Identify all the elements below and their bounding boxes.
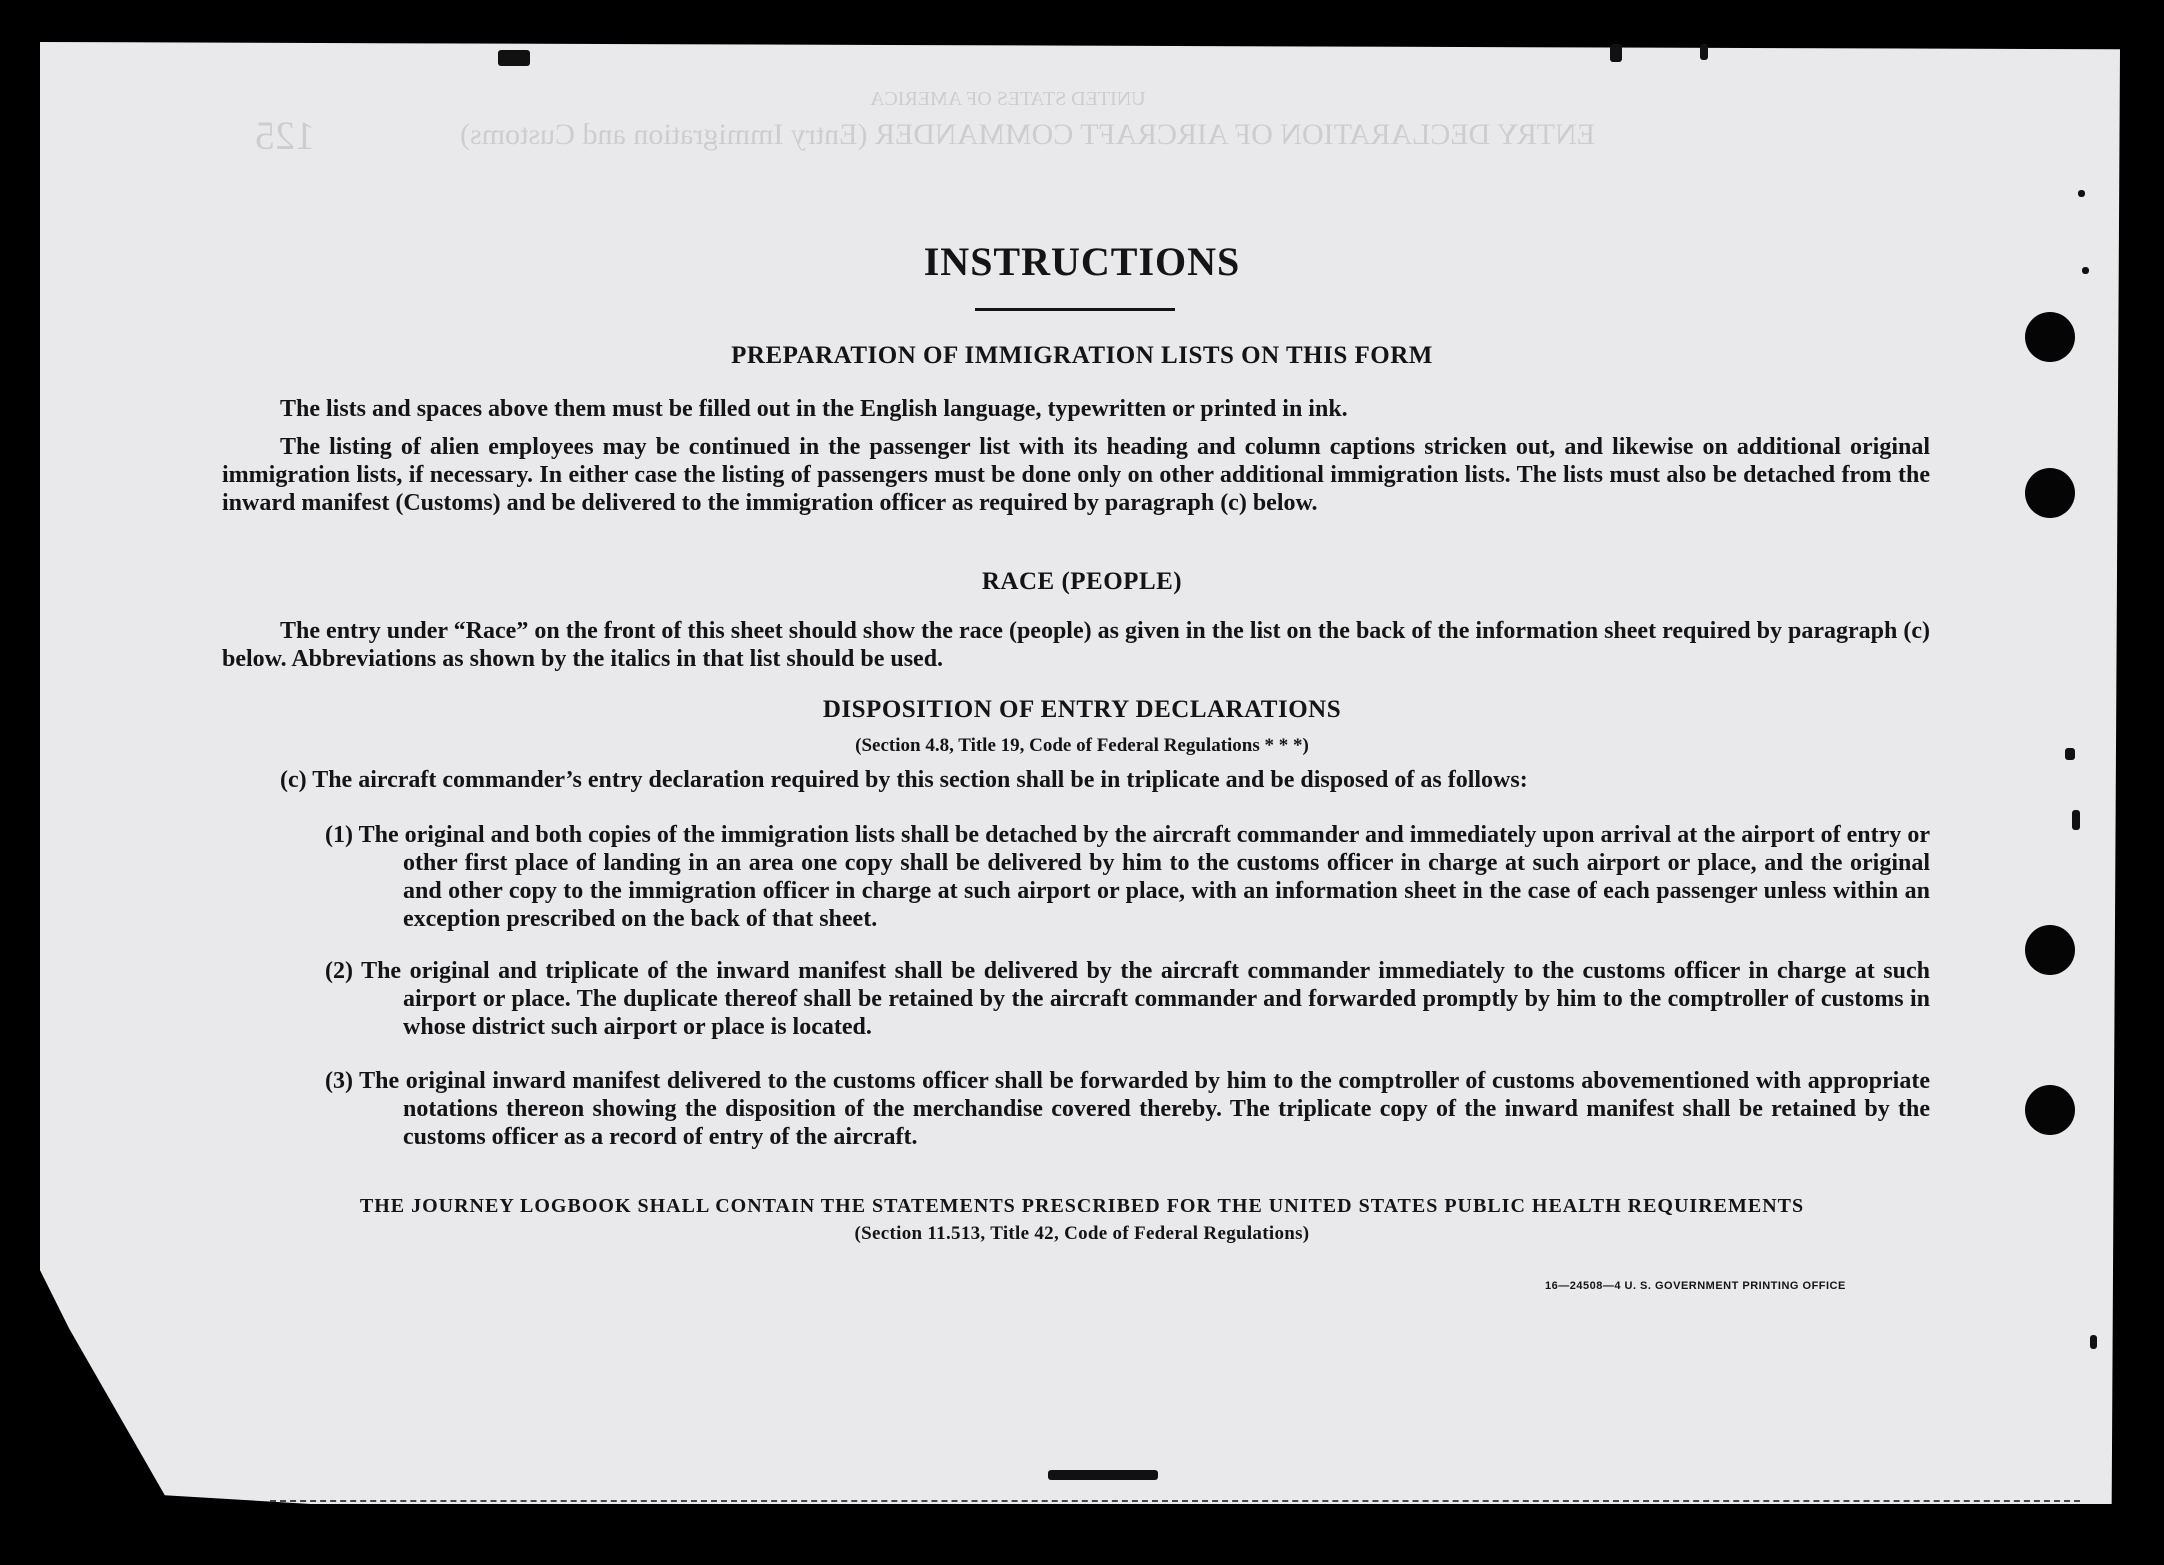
punch-hole — [2025, 925, 2075, 975]
list-item: (2) The original and triplicate of the inward manifest shall be delivered by the aircraft commander immediately to the customs officer in charge at such airport or place. The duplicate thereof shall be retained by the aircraft commander and forwarded promptly by him to the comptroller of customs in whose district such airport or place is located. — [325, 958, 1930, 1040]
printing-office-code: 16—24508—4 U. S. GOVERNMENT PRINTING OFFICE — [1545, 1280, 1846, 1292]
paragraph-c-intro: (c) The aircraft commander’s entry declaration required by this section shall be in triplicate and be disposed of as follows: — [280, 767, 1528, 793]
speck — [498, 50, 530, 66]
speck — [1700, 44, 1708, 60]
paragraph-text: The listing of alien employees may be continued in the passenger list with its heading and column captions stricken out, and likewise on additional original immigration lists, if necessary. In either case the listing of passengers must be done only on other additional immigration lists. The lists must also be detached from the inward manifest (Customs) and be delivered to the immigration officer as required by paragraph (c) below. — [222, 434, 1930, 516]
speck — [2078, 190, 2085, 197]
speck — [2072, 810, 2080, 830]
perforation-line — [270, 1500, 2080, 1502]
list-item: (1) The original and both copies of the immigration lists shall be detached by the aircraft commander and immediately upon arrival at the airport of entry or other first place of landing in an area one copy shall be delivered by him to the customs officer in charge at such airport or place, and the original and other copy to the immigration officer in charge at such airport or place, with an information sheet in the case of each passenger unless within an exception prescribed on the back of that sheet. — [325, 822, 1930, 932]
title-underline — [975, 308, 1175, 311]
punch-hole — [2025, 468, 2075, 518]
speck — [1048, 1470, 1158, 1480]
speck — [2090, 1335, 2097, 1349]
footer-line-1: THE JOURNEY LOGBOOK SHALL CONTAIN THE STATEMENTS PRESCRIBED FOR THE UNITED STATES PUBLIC HEALTH REQUIREMENTS — [359, 1195, 1805, 1217]
paragraph-text: The lists and spaces above them must be filled out in the English language, typewritten or printed in ink. — [280, 396, 1348, 422]
section-heading-disposition: DISPOSITION OF ENTRY DECLARATIONS — [822, 696, 1342, 723]
punch-hole — [2025, 1085, 2075, 1135]
speck — [1610, 44, 1622, 62]
paragraph-text: The entry under “Race” on the front of this sheet should show the race (people) as given in the list on the back of the information sheet required by paragraph (c) below. Abbreviations as shown by the italics in that list should be used. — [222, 618, 1930, 672]
list-item: (3) The original inward manifest delivered to the customs officer shall be forwarded by him to the comptroller of customs abovementioned with appropriate notations thereon showing the disposition of the merchandise covered thereby. The triplicate copy of the inward manifest shall be retained by the customs officer as a record of entry of the aircraft. — [325, 1068, 1930, 1150]
page-title: INSTRUCTIONS — [923, 239, 1241, 284]
footer-line-2: (Section 11.513, Title 42, Code of Federal Regulations) — [854, 1223, 1310, 1244]
bleed-through-number: 125 — [255, 113, 315, 158]
paragraph-race-1 — [222, 617, 1930, 673]
section-subheading-disposition: (Section 4.8, Title 19, Code of Federal Regulations * * *) — [855, 735, 1309, 756]
section-heading-race: RACE (PEOPLE) — [981, 568, 1183, 595]
bleed-through-line1: UNITED STATES OF AMERICA — [870, 88, 1146, 110]
paragraph-preparation-2 — [222, 433, 1930, 517]
section-heading-preparation: PREPARATION OF IMMIGRATION LISTS ON THIS FORM — [731, 342, 1433, 369]
bleed-through-line2: ENTRY DECLARATION OF AIRCRAFT COMMANDER (Entry Immigration and Customs) — [460, 118, 1596, 151]
paragraph-preparation-1 — [222, 395, 1930, 423]
